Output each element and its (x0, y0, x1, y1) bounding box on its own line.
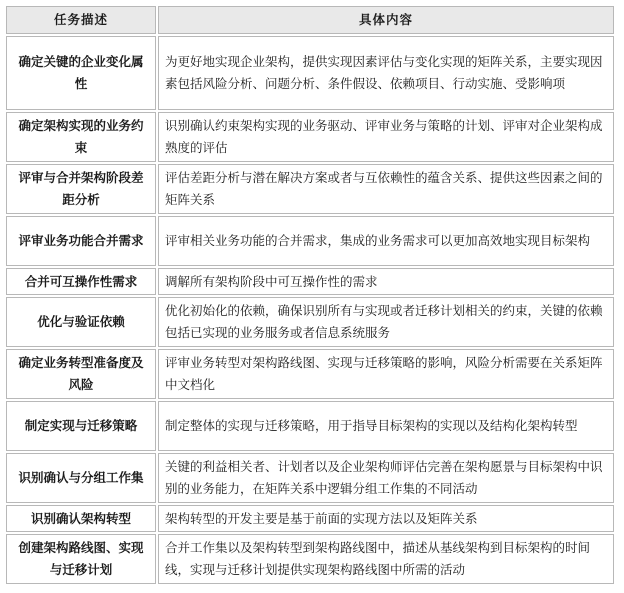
table-row (6, 349, 614, 399)
content-cell: 评审相关业务功能的合并需求，集成的业务需求可以更加高效地实现目标架构 (158, 216, 614, 266)
content-cell: 制定整体的实现与迁移策略，用于指导目标架构的实现以及结构化架构转型 (158, 401, 614, 451)
content-cell: 评审业务转型对架构路线图、实现与迁移策略的影响，风险分析需要在关系矩阵中文档化 (158, 349, 614, 399)
task-cell: 评审与合并架构阶段差距分析 (6, 164, 156, 214)
task-table (4, 4, 616, 586)
table-row (6, 505, 614, 532)
content-cell: 为更好地实现企业架构，提供实现因素评估与变化实现的矩阵关系，主要实现因素包括风险分析、问题分析、条件假设、依赖项目、行动实施、受影响项 (158, 36, 614, 110)
table-row (6, 297, 614, 347)
table-row (6, 216, 614, 266)
table-row (6, 268, 614, 295)
header-content: 具体内容 (158, 6, 614, 34)
task-cell: 识别确认与分组工作集 (6, 453, 156, 503)
task-cell: 优化与验证依赖 (6, 297, 156, 347)
content-cell: 识别确认约束架构实现的业务驱动、评审业务与策略的计划、评审对企业架构成熟度的评估 (158, 112, 614, 162)
task-cell: 确定架构实现的业务约束 (6, 112, 156, 162)
task-cell: 创建架构路线图、实现与迁移计划 (6, 534, 156, 584)
table-row (6, 164, 614, 214)
content-cell: 关键的利益相关者、计划者以及企业架构师评估完善在架构愿景与目标架构中识别的业务能力，在矩阵关系中逻辑分组工作集的不同活动 (158, 453, 614, 503)
task-cell: 制定实现与迁移策略 (6, 401, 156, 451)
task-cell: 合并可互操作性需求 (6, 268, 156, 295)
task-cell: 确定业务转型准备度及风险 (6, 349, 156, 399)
table-row (6, 401, 614, 451)
table-row (6, 112, 614, 162)
content-cell: 优化初始化的依赖，确保识别所有与实现或者迁移计划相关的约束，关键的依赖包括已实现的业务服务或者信息系统服务 (158, 297, 614, 347)
table-row (6, 453, 614, 503)
table-header-row (6, 6, 614, 34)
header-task: 任务描述 (6, 6, 156, 34)
task-cell: 评审业务功能合并需求 (6, 216, 156, 266)
content-cell: 架构转型的开发主要是基于前面的实现方法以及矩阵关系 (158, 505, 614, 532)
content-cell: 调解所有架构阶段中可互操作性的需求 (158, 268, 614, 295)
table-row (6, 36, 614, 110)
content-cell: 评估差距分析与潜在解决方案或者与互依赖性的蕴含关系、提供这些因素之间的矩阵关系 (158, 164, 614, 214)
content-cell: 合并工作集以及架构转型到架构路线图中，描述从基线架构到目标架构的时间线，实现与迁移计划提供实现架构路线图中所需的活动 (158, 534, 614, 584)
task-cell: 识别确认架构转型 (6, 505, 156, 532)
table-row (6, 534, 614, 584)
task-cell: 确定关键的企业变化属性 (6, 36, 156, 110)
